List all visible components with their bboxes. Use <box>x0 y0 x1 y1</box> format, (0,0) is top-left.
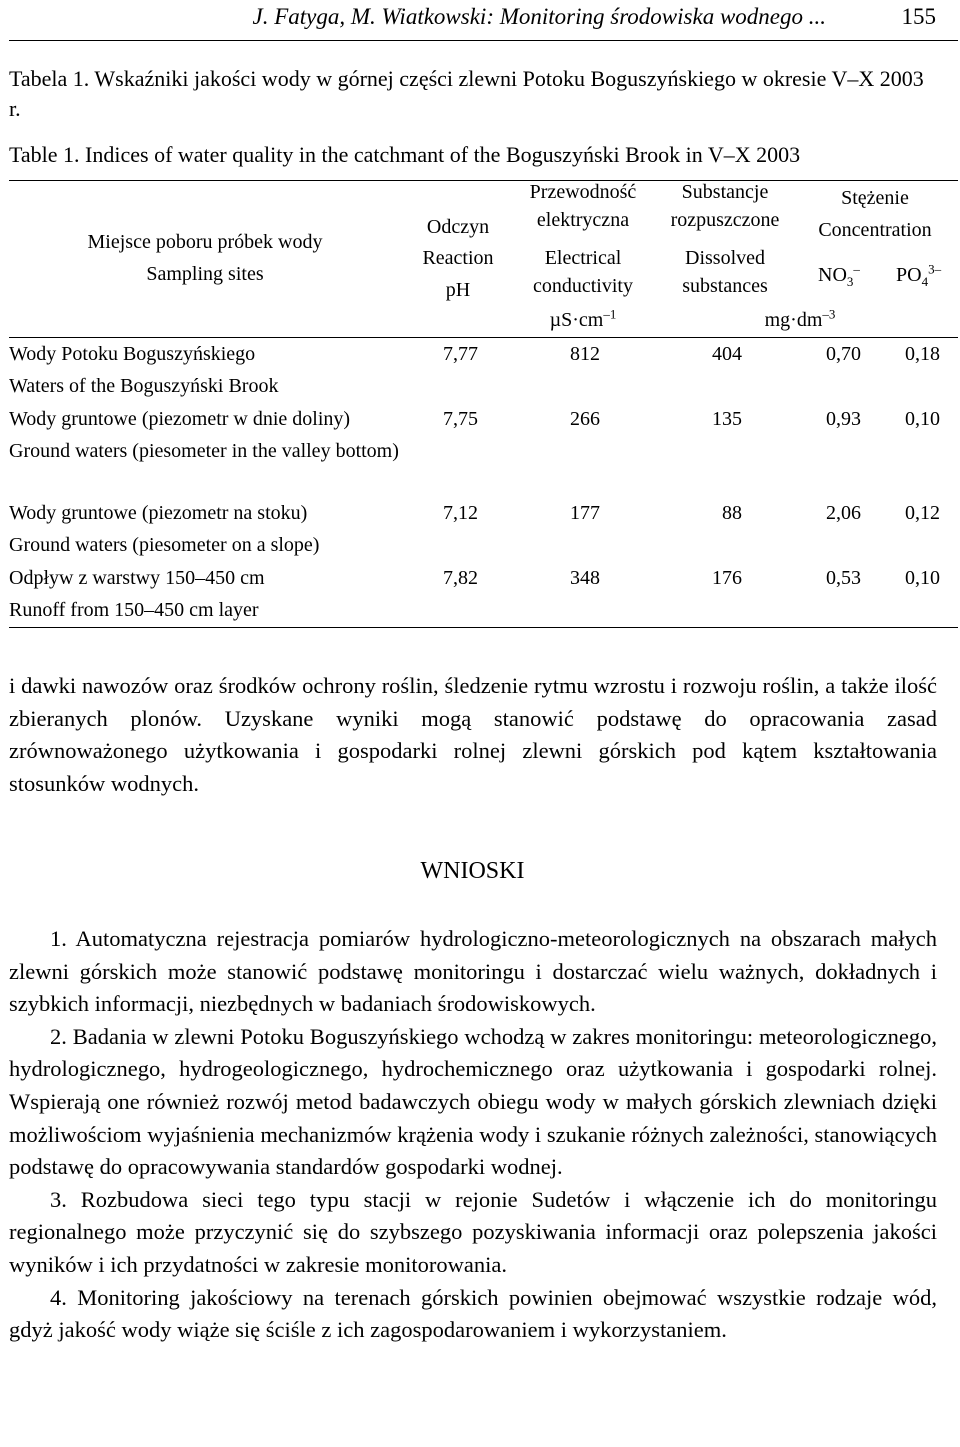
header-rule <box>9 40 958 41</box>
header-ec-pl-1: Przewodność <box>529 181 637 203</box>
header-unit-ec <box>513 306 653 334</box>
header-ph-en: Reaction <box>422 247 494 269</box>
header-ph-symbol: pH <box>445 279 471 301</box>
header-po4-base: PO <box>896 264 922 286</box>
header-site-pl: Miejsce poboru próbek wody <box>87 231 323 253</box>
row-1-po4: 0,18 <box>905 343 940 365</box>
row-3-ec: 177 <box>570 502 600 524</box>
conclusion-2: 2. Badania w zlewni Potoku Boguszyńskiego wchodzą w zakres monitoringu: meteorologicznego, hydrologicznego, hydrogeologicznego, hydrochemicznego oraz użytkowania i gospodarki rolnej. Wspierają one również rozwój metod badawczych obiegu wody w małych górskich zlewniach dzięki możliwościom wyjaśnienia mechanizmów krążenia wody i szukanie różnych zależności, stanowiących podstawę do opracowywania standardów gospodarki wodnej. <box>9 1023 937 1180</box>
header-conc-pl: Stężenie <box>841 187 909 209</box>
header-ec-en-1: Electrical <box>544 247 622 269</box>
running-head <box>0 4 936 34</box>
row-4-site-pl: Odpływ z warstwy 150–450 cm <box>9 567 265 589</box>
header-po4 <box>896 261 941 289</box>
row-1-ph: 7,77 <box>443 343 478 365</box>
header-ds-pl-2: rozpuszczone <box>670 209 780 231</box>
row-1-site-en: Waters of the Boguszyński Brook <box>9 375 279 397</box>
row-4-ec: 348 <box>570 567 600 589</box>
header-ec-pl-2: elektryczna <box>536 209 630 231</box>
row-2-no3: 0,93 <box>826 408 861 430</box>
row-2-ec: 266 <box>570 408 600 430</box>
row-3-ph: 7,12 <box>443 502 478 524</box>
row-1-ec: 812 <box>570 343 600 365</box>
header-no3 <box>818 261 860 289</box>
row-4-ds: 176 <box>712 567 742 589</box>
row-2-site-pl: Wody gruntowe (piezometr w dnie doliny) <box>9 408 351 430</box>
row-4-site-en: Runoff from 150–450 cm layer <box>9 599 259 621</box>
conclusion-1: 1. Automatyczna rejestracja pomiarów hydrologiczno-meteorologicznych na obszarach małych zlewni górskich może stanowić podstawę monitoringu i dostarczać wielu ważnych, dokładnych i szybkich informacji, niezbędnych w badaniach środowiskowych. <box>9 926 937 1017</box>
continuation-paragraph-text: i dawki nawozów oraz środków ochrony roślin, śledzenie rytmu wzrostu i rozwoju roślin, a także ilość zbieranych plonów. Uzyskane wyniki mogą stanowić podstawę do opracowania zasad zrównoważonego użytkowania i gospodarki rolnej zlewni górskich pod kątem kształtowania stosunków wodnych. <box>9 673 937 796</box>
header-unit-ec-base: µS·cm <box>549 309 604 331</box>
table-caption-en: Table 1. Indices of water quality in the catchmant of the Boguszyński Brook in V–X 2003 <box>9 142 801 167</box>
row-2-site-en: Ground waters (piesometer in the valley bottom) <box>9 440 399 462</box>
row-4-po4: 0,10 <box>905 567 940 589</box>
header-ds-en-1: Dissolved <box>685 247 765 269</box>
row-2-po4: 0,10 <box>905 408 940 430</box>
row-4-ph: 7,82 <box>443 567 478 589</box>
row-4-no3: 0,53 <box>826 567 861 589</box>
row-3-po4: 0,12 <box>905 502 940 524</box>
row-2-ds: 135 <box>712 408 742 430</box>
section-heading: WNIOSKI <box>420 858 525 884</box>
header-unit-ec-sup: –1 <box>603 306 617 322</box>
header-po4-sup: 3– <box>928 261 942 277</box>
header-unit-mg <box>720 306 880 334</box>
header-no3-sup: – <box>853 261 860 277</box>
row-1-no3: 0,70 <box>826 343 861 365</box>
row-2-ph: 7,75 <box>443 408 478 430</box>
row-1-site-pl: Wody Potoku Boguszyńskiego <box>9 343 256 365</box>
header-po4-sub: 4 <box>921 274 929 289</box>
row-3-ds: 88 <box>722 502 742 524</box>
row-3-site-pl: Wody gruntowe (piezometr na stoku) <box>9 502 308 524</box>
table-caption-pl: Tabela 1. Wskaźniki jakości wody w górnej części zlewni Potoku Boguszyńskiego w okresie V–X 2003 r. <box>9 66 924 121</box>
table-top-rule <box>9 180 958 181</box>
row-3-no3: 2,06 <box>826 502 861 524</box>
conclusion-4: 4. Monitoring jakościowy na terenach górskich powinien obejmować wszystkie rodzaje wód, gdyż jakość wody wiąże się ściśle z ich zagospodarowaniem i wykorzystaniem. <box>9 1284 937 1343</box>
page-number: 155 <box>901 4 936 29</box>
header-no3-sub: 3 <box>846 274 854 289</box>
continuation-paragraph <box>9 670 937 800</box>
header-ds-pl-1: Substancje <box>681 181 769 203</box>
row-3-site-en: Ground waters (piesometer on a slope) <box>9 534 320 556</box>
row-1-ds: 404 <box>712 343 742 365</box>
header-unit-mg-base: mg·dm <box>764 309 823 331</box>
header-no3-base: NO <box>818 264 847 286</box>
conclusion-3: 3. Rozbudowa sieci tego typu stacji w rejonie Sudetów i włączenie ich do monitoringu regionalnego może przyczynić się do szybszego pozyskiwania informacji oraz polepszenia jakości wyników i ich przydatności w zakresie monitorowania. <box>9 1186 937 1277</box>
header-unit-mg-sup: –3 <box>822 306 836 322</box>
header-ds-en-2: substances <box>682 275 768 297</box>
header-site-en: Sampling sites <box>146 263 264 285</box>
header-ph-pl: Odczyn <box>426 216 490 238</box>
table-header-rule <box>9 337 958 338</box>
conclusions-list <box>9 923 937 1347</box>
running-head-title: J. Fatyga, M. Wiatkowski: Monitoring środowiska wodnego ... <box>252 4 826 29</box>
table-bottom-rule <box>9 627 958 628</box>
header-ec-en-2: conductivity <box>533 275 633 297</box>
header-conc-en: Concentration <box>818 219 932 241</box>
